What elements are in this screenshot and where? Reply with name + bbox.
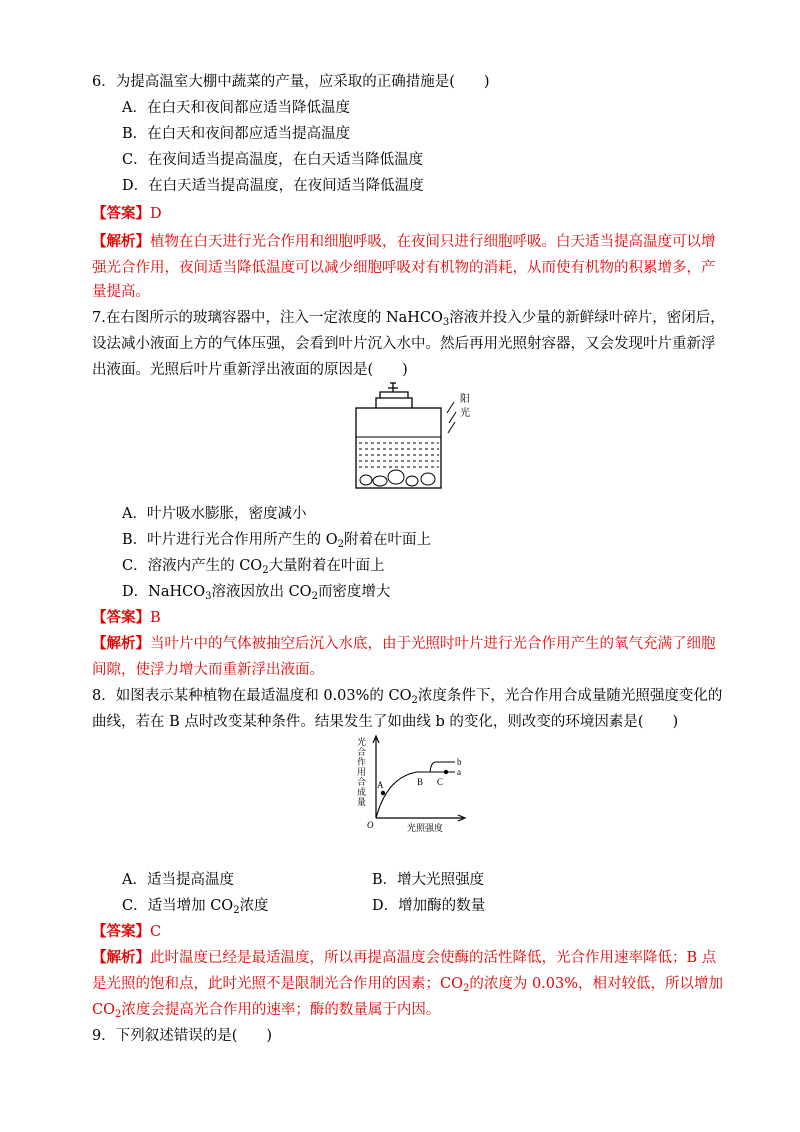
option-text: B．叶片进行光合作用所产生的 O — [122, 532, 338, 548]
q9-stem: 9．下列叙述错误的是( ) — [92, 1028, 273, 1044]
origin-label: O — [367, 820, 374, 830]
subscript: 2 — [411, 695, 418, 706]
q8-option-d: D．增加酶的数量 — [372, 898, 486, 914]
subscript: 2 — [311, 591, 318, 602]
q7-option-a: A．叶片吸水膨胀，密度减小 — [122, 506, 307, 522]
curve-a-label: a — [457, 767, 461, 777]
svg-text:光: 光 — [357, 737, 367, 747]
point-a-label: A — [377, 780, 384, 790]
q7-stem-line-1 — [92, 308, 725, 333]
q7-stem-line-2: 设法减小液面上方的气体压强，会看到叶片沉入水中。然后再用光照射容器，又会发现叶片重新浮 — [92, 336, 716, 352]
subscript: 2 — [337, 539, 345, 550]
analysis-text: 的浓度为 0.03%，相对较低，所以增加 — [469, 976, 724, 992]
option-text: 浓度 — [239, 898, 269, 914]
subscript: 2 — [262, 565, 269, 576]
subscript: 2 — [462, 983, 470, 994]
stem-text: 溶液并投入少量的新鲜绿叶碎片，密闭后， — [449, 310, 725, 326]
y-axis-label — [357, 736, 366, 807]
point-b-label: B — [417, 777, 424, 787]
answer-tag: 【答案】 — [92, 923, 150, 940]
q7-option-b — [122, 530, 431, 555]
option-text: D．NaHCO — [122, 584, 206, 600]
point-a — [381, 791, 385, 795]
option-text: C．适当增加 CO — [122, 898, 234, 914]
q8-analysis-line-3 — [92, 1000, 440, 1025]
q6-option-d: D．在白天适当提高温度，在夜间适当降低温度 — [122, 178, 424, 194]
q7-option-c — [122, 556, 385, 581]
stem-text: 浓度条件下，光合作用合成量随光照强度变化的 — [417, 688, 723, 704]
q6-option-a: A．在白天和夜间都应适当降低温度 — [122, 100, 350, 116]
glass-container-figure — [350, 380, 470, 495]
answer-tag: 【答案】 — [92, 205, 150, 222]
q6-analysis-line-2: 强光合作用，夜间适当降低温度可以减少细胞呼吸对有机物的消耗，从而使有机物的积累增多，产 — [92, 260, 716, 276]
q6-option-c: C．在夜间适当提高温度，在白天适当降低温度 — [122, 152, 424, 168]
option-text: 附着在叶面上 — [344, 532, 432, 548]
analysis-text: 植物在白天进行光合作用和细胞呼吸，在夜间只进行细胞呼吸。白天适当提高温度可以增 — [150, 234, 716, 250]
q8-answer — [92, 922, 161, 942]
analysis-text: 当叶片中的气体被抽空后沉入水底，由于光照时叶片进行光合作用产生的氧气充满了细胞 — [150, 636, 716, 652]
analysis-text: 浓度会提高光合作用的速率；酶的数量属于内因。 — [121, 1002, 441, 1018]
stem-text: 7.在右图所示的玻璃容器中，注入一定浓度的 NaHCO — [92, 310, 443, 326]
q7-option-d — [122, 582, 390, 607]
svg-text:用: 用 — [357, 767, 367, 777]
q7-answer — [92, 608, 161, 628]
light-label-1: 阳 — [460, 394, 470, 405]
option-text: C．溶液内产生的 CO — [122, 558, 263, 574]
answer-value: D — [150, 206, 162, 222]
q8-analysis-line-2 — [92, 974, 723, 999]
option-text: 大量附着在叶面上 — [268, 558, 385, 574]
subscript: 2 — [233, 905, 240, 916]
q8-stem-line-1 — [92, 686, 722, 711]
svg-text:量: 量 — [357, 797, 367, 807]
q8-option-b: B．增大光照强度 — [372, 872, 485, 888]
answer-tag: 【答案】 — [92, 609, 150, 626]
q7-analysis-line-1 — [92, 634, 716, 654]
q8-option-a: A．适当提高温度 — [122, 872, 234, 888]
curve-b — [417, 762, 455, 772]
svg-text:合: 合 — [357, 777, 367, 787]
answer-value: C — [150, 924, 162, 940]
analysis-tag: 【解析】 — [92, 635, 150, 652]
subscript: 2 — [114, 1009, 122, 1020]
stem-text: 8．如图表示某种植物在最适温度和 0.03%的 CO — [92, 688, 412, 704]
q6-stem: 6．为提高温室大棚中蔬菜的产量，应采取的正确措施是( ) — [92, 74, 490, 90]
q7-analysis-line-2: 间隙，使浮力增大而重新浮出液面。 — [92, 662, 324, 678]
analysis-text: 此时温度已经是最适温度，所以再提高温度会使酶的活性降低，光合作用速率降低；B 点 — [150, 950, 717, 966]
option-text: 溶液因放出 CO — [211, 584, 312, 600]
q8-option-c — [122, 896, 269, 921]
svg-text:合: 合 — [357, 747, 367, 757]
subscript: 3 — [442, 317, 450, 328]
curve-b-label: b — [457, 757, 462, 767]
q8-stem-line-2: 曲线，若在 B 点时改变某种条件。结果发生了如曲线 b 的变化，则改变的环境因素是( ) — [92, 714, 679, 730]
q6-option-b: B．在白天和夜间都应适当提高温度 — [122, 126, 351, 142]
point-c — [444, 770, 448, 774]
point-c-label: C — [437, 777, 444, 787]
option-text: 而密度增大 — [317, 584, 391, 600]
subscript: 3 — [205, 591, 212, 602]
q6-answer — [92, 204, 162, 224]
light-label-2: 光 — [460, 408, 470, 419]
analysis-tag: 【解析】 — [92, 233, 150, 250]
q7-stem-line-3: 出液面。光照后叶片重新浮出液面的原因是( ) — [92, 362, 408, 378]
analysis-text: 是光照的饱和点，此时光照不是限制光合作用的因素；CO — [92, 976, 463, 992]
analysis-tag: 【解析】 — [92, 949, 150, 966]
x-axis-label: 光照强度 — [407, 823, 444, 833]
svg-text:作: 作 — [357, 757, 367, 767]
q6-analysis-line-3: 量提高。 — [92, 284, 150, 300]
answer-value: B — [150, 610, 161, 626]
photosynthesis-curve-figure — [355, 732, 475, 842]
svg-text:成: 成 — [357, 787, 367, 797]
analysis-text: CO — [92, 1002, 115, 1018]
q6-analysis-line-1 — [92, 232, 716, 252]
q8-analysis-line-1 — [92, 948, 716, 968]
curve-a — [376, 772, 455, 818]
